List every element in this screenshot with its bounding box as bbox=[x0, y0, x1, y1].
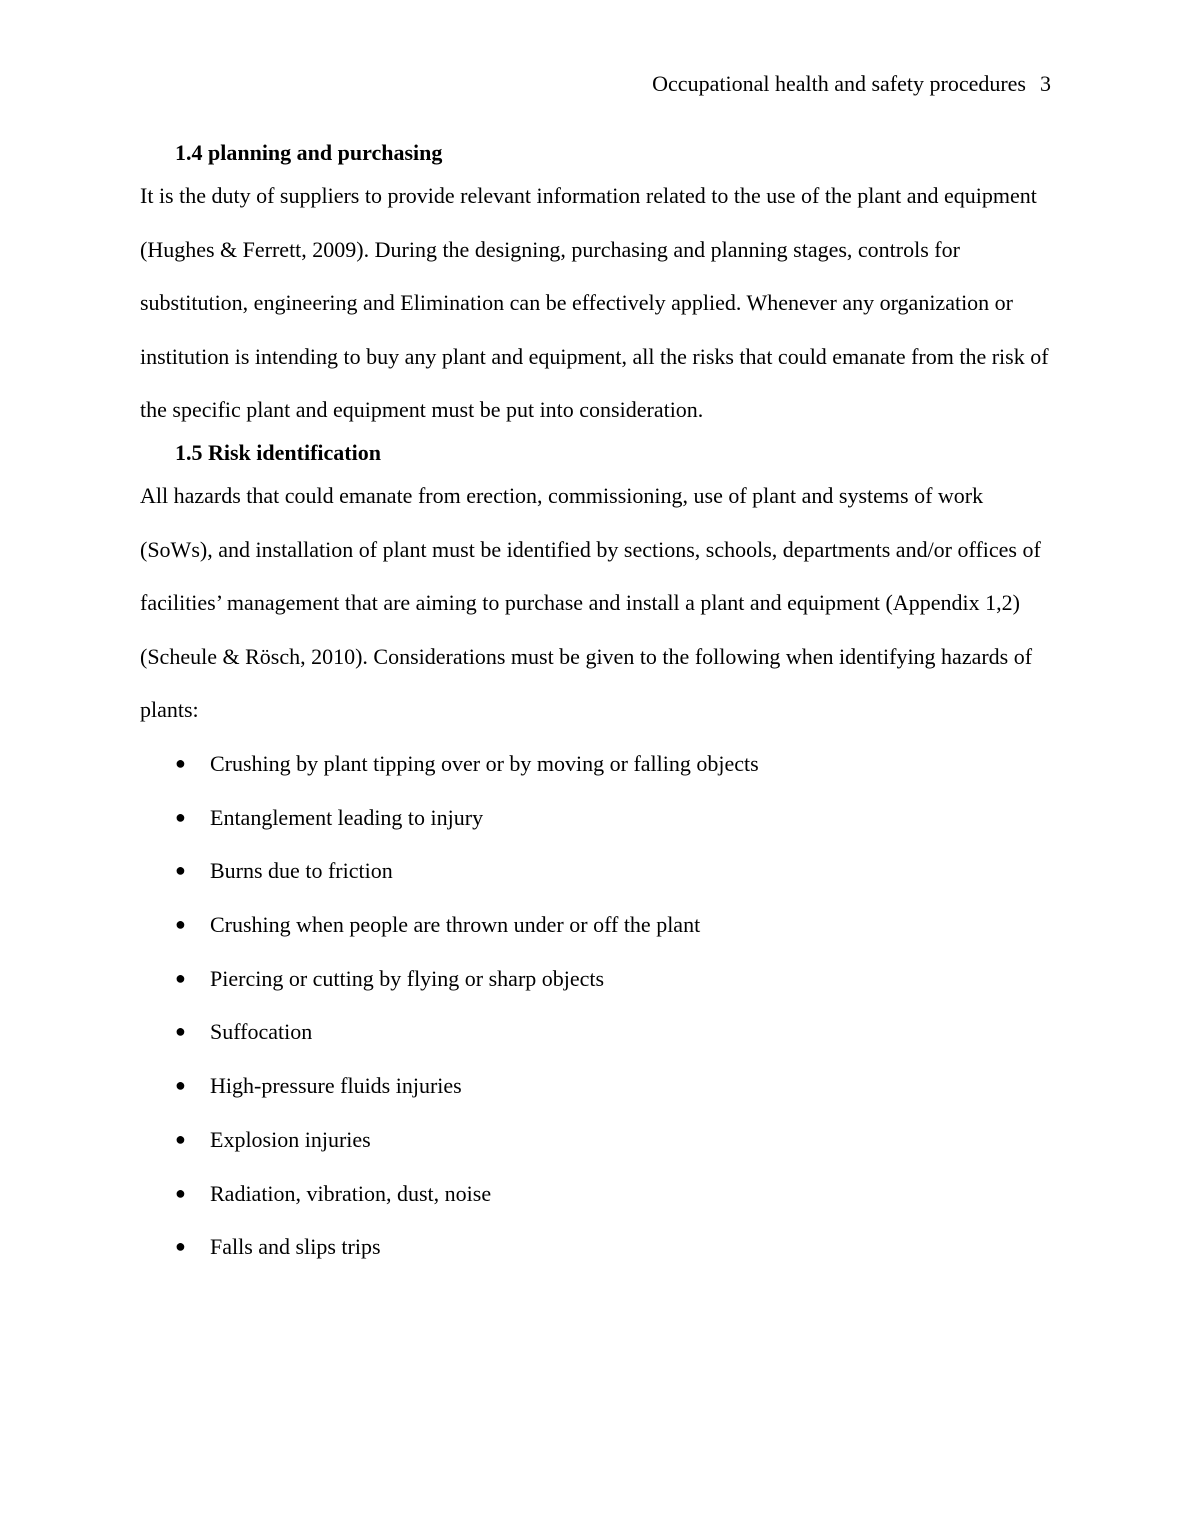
bullet-icon: ● bbox=[175, 1128, 186, 1149]
list-item bbox=[140, 1167, 1050, 1221]
list-item-text: Radiation, vibration, dust, noise bbox=[210, 1180, 492, 1206]
list-item-text: Piercing or cutting by flying or sharp objects bbox=[210, 965, 605, 991]
list-item-text: Crushing by plant tipping over or by moving or falling objects bbox=[210, 750, 759, 776]
bullet-icon: ● bbox=[175, 752, 186, 773]
document-body bbox=[140, 137, 1050, 1274]
section-heading-planning-purchasing: 1.4 planning and purchasing bbox=[175, 140, 443, 165]
list-item bbox=[140, 1005, 1050, 1059]
list-item-text: Entanglement leading to injury bbox=[210, 804, 484, 830]
list-item-text: Falls and slips trips bbox=[210, 1234, 381, 1260]
bullet-icon: ● bbox=[175, 1182, 186, 1203]
list-item bbox=[140, 952, 1050, 1006]
list-item-text: Burns due to friction bbox=[210, 858, 393, 884]
bullet-icon: ● bbox=[175, 967, 186, 988]
running-head bbox=[652, 69, 1051, 99]
bullet-icon: ● bbox=[175, 914, 186, 935]
paragraph-planning-purchasing: It is the duty of suppliers to provide relevant information related to the use of the plant and equipment (Hughes & Ferrett, 2009). During the designing, purchasing and planning stages, controls for substitution, engineering and Elimination can be effectively applied. Whenever any organization or institution is intending to buy any plant and equipment, all the risks that could emanate from the risk of the specific plant and equipment must be put into consideration. bbox=[140, 183, 1049, 423]
list-item bbox=[140, 1220, 1050, 1274]
page-number: 3 bbox=[1040, 71, 1051, 96]
bullet-icon: ● bbox=[175, 860, 186, 881]
bullet-icon: ● bbox=[175, 806, 186, 827]
list-item bbox=[140, 791, 1050, 845]
list-item-text: Explosion injuries bbox=[210, 1126, 371, 1152]
list-item bbox=[140, 737, 1050, 791]
bullet-icon: ● bbox=[175, 1021, 186, 1042]
bullet-icon: ● bbox=[175, 1075, 186, 1096]
list-item bbox=[140, 1059, 1050, 1113]
list-item-text: High-pressure fluids injuries bbox=[210, 1073, 462, 1099]
bullet-icon: ● bbox=[175, 1236, 186, 1257]
paragraph-risk-identification: All hazards that could emanate from erection, commissioning, use of plant and systems of work (SoWs), and installation of plant must be identified by sections, schools, departments and/or offices of facilities’ management that are aiming to purchase and install a plant and equipment (Appendix 1,2) (Scheule & Rösch, 2010). Considerations must be given to the following when identifying hazards of plants: bbox=[140, 482, 1041, 723]
running-head-title: Occupational health and safety procedures bbox=[652, 71, 1026, 96]
list-item bbox=[140, 898, 1050, 952]
section-heading-risk-identification: 1.5 Risk identification bbox=[175, 439, 381, 465]
list-item bbox=[140, 844, 1050, 898]
list-item bbox=[140, 1113, 1050, 1167]
list-item-text: Crushing when people are thrown under or off the plant bbox=[210, 912, 701, 938]
hazard-list bbox=[140, 737, 1050, 1274]
list-item-text: Suffocation bbox=[210, 1019, 313, 1045]
